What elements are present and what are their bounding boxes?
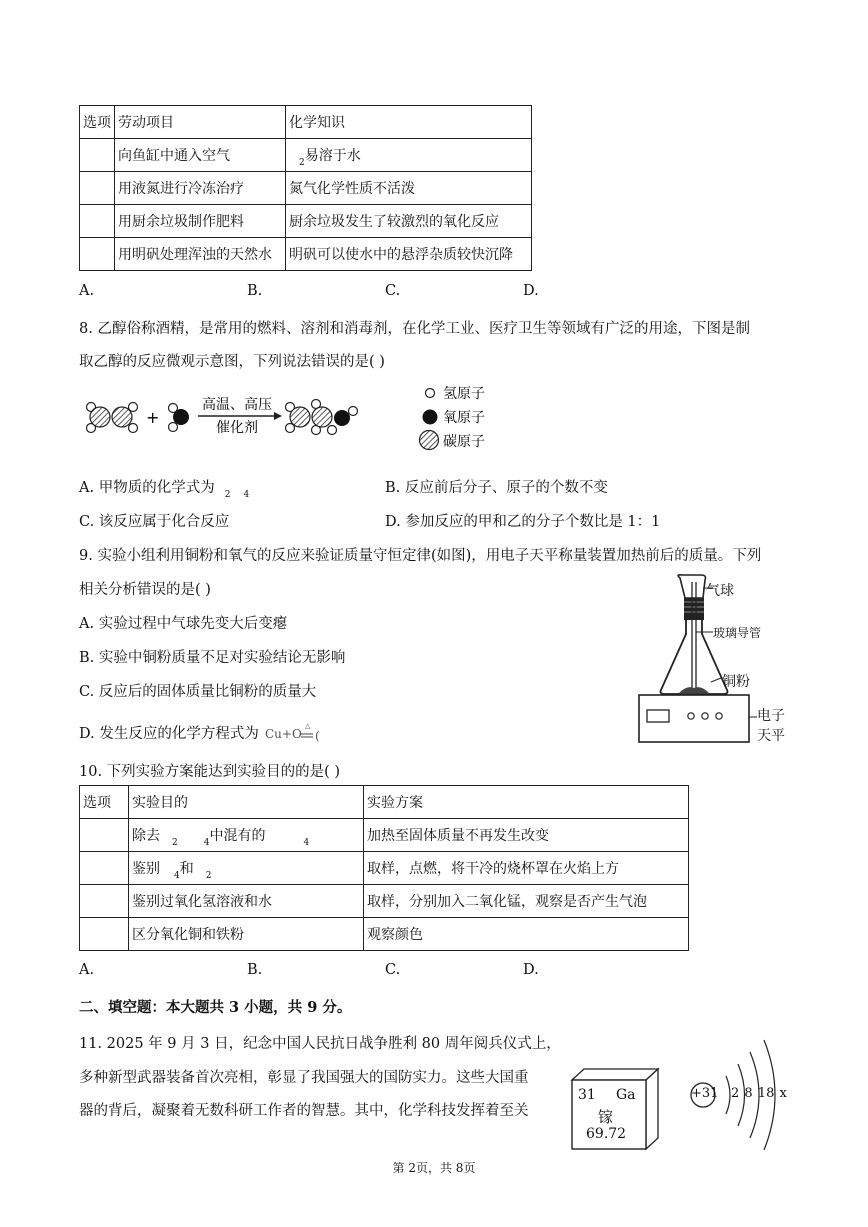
- svg-text:Cu+O: Cu+O: [265, 727, 303, 741]
- table-cell: [80, 238, 115, 271]
- q9-option-b[interactable]: B. 实验中铜粉质量不足对实验结论无影响: [79, 650, 346, 666]
- product-molecule: [286, 400, 358, 435]
- q9-option-d[interactable]: [79, 720, 325, 748]
- svg-text:(: (: [315, 729, 321, 743]
- q7-option-b[interactable]: B.: [247, 283, 263, 299]
- q9-option-d-text: D. 发生反应的化学方程式为: [79, 726, 259, 742]
- subscript: 2: [205, 871, 212, 881]
- table-cell: [80, 172, 115, 205]
- section-heading: 二、填空题：本大题共 3 小题，共 9 分。: [79, 999, 352, 1016]
- plus-sign: +: [146, 408, 160, 427]
- nucleus-charge: +31: [691, 1086, 719, 1101]
- q8-option-a-text: A. 甲物质的化学式为: [79, 480, 215, 496]
- table-cell: 区分氧化铜和铁粉: [129, 918, 364, 951]
- q11-line2: 多种新型武器装备首次亮相，彰显了我国强大的国防实力。这些大国重: [79, 1070, 529, 1086]
- q11-line1: 11. 2025 年 9 月 3 日，纪念中国人民抗日战争胜利 80 周年阅兵仪式上，: [79, 1036, 561, 1052]
- label-balloon: 气球: [706, 583, 734, 599]
- table-cell-text: 和: [179, 861, 194, 877]
- element-name: 镓: [598, 1108, 614, 1126]
- electron-shells: 2 8 18 x: [731, 1086, 787, 1101]
- q7-table: [79, 105, 532, 271]
- q8-stem-line2: 取乙醇的反应微观示意图，下列说法错误的是( ): [79, 354, 385, 370]
- page-footer: 第 2页，共 8页: [392, 1161, 476, 1175]
- table-cell: 观察颜色: [364, 918, 689, 951]
- q10-table: [79, 785, 689, 951]
- chemical-equation-image: [263, 720, 325, 748]
- table-cell: 加热至固体质量不再发生改变: [364, 819, 689, 852]
- q10-option-d[interactable]: D.: [523, 962, 539, 978]
- table-cell: 用明矾处理浑浊的天然水: [115, 238, 286, 271]
- table-cell-text: 易溶于水: [304, 148, 361, 164]
- table-header: 劳动项目: [115, 106, 286, 139]
- table-header: 选项: [80, 786, 129, 819]
- table-cell-text: 鉴别: [132, 861, 160, 877]
- q8-option-c[interactable]: C. 该反应属于化合反应: [79, 514, 230, 530]
- q8-option-d[interactable]: D. 参加反应的甲和乙的分子个数比是 1：1: [385, 514, 661, 530]
- q11-line3: 器的背后，凝聚着无数科研工作者的智慧。其中，化学科技发挥着至关: [79, 1103, 529, 1119]
- q9-option-c[interactable]: C. 反应后的固体质量比铜粉的质量大: [79, 684, 317, 700]
- table-cell: 向鱼缸中通入空气: [115, 139, 286, 172]
- label-glass-tube: 玻璃导管: [713, 626, 762, 640]
- hydrogen-atom-icon: [426, 389, 435, 398]
- subscript: 4: [243, 490, 250, 500]
- q8-stem-line1: 8. 乙醇俗称酒精，是常用的燃料、溶剂和消毒剂，在化学工业、医疗卫生等领域有广泛的用途，下图是制: [79, 321, 750, 337]
- subscript: 4: [174, 871, 180, 881]
- q10-option-c[interactable]: C.: [385, 962, 401, 978]
- table-cell: 用液氮进行冷冻治疗: [115, 172, 286, 205]
- table-cell: [80, 139, 115, 172]
- table-cell: [286, 139, 532, 172]
- table-header: 实验方案: [364, 786, 689, 819]
- table-cell: 用厨余垃圾制作肥料: [115, 205, 286, 238]
- table-cell: [80, 885, 129, 918]
- table-header: 实验目的: [129, 786, 364, 819]
- subscript: 2: [299, 158, 305, 168]
- table-cell: [80, 205, 115, 238]
- q9-stem-line2: 相关分析错误的是( ): [79, 582, 211, 598]
- table-cell: 鉴别过氧化氢溶液和水: [129, 885, 364, 918]
- table-cell: [80, 819, 129, 852]
- copper-powder-icon: [679, 687, 709, 693]
- table-cell-text: 中混有的: [209, 828, 266, 844]
- atom-legend: [420, 386, 486, 450]
- table-cell: 氮气化学性质不活泼: [286, 172, 532, 205]
- table-cell: 取样，点燃，将干冷的烧杯罩在火焰上方: [364, 852, 689, 885]
- reactant-molecule-b: [169, 404, 190, 432]
- legend-hydrogen: 氢原子: [443, 386, 485, 402]
- table-cell: [80, 852, 129, 885]
- label-electronic: 电子: [757, 708, 785, 724]
- q9-option-a[interactable]: A. 实验过程中气球先变大后变瘪: [79, 616, 288, 632]
- q8-option-b[interactable]: B. 反应前后分子、原子的个数不变: [385, 480, 608, 496]
- stopper-icon: [684, 598, 704, 620]
- table-cell: [129, 852, 364, 885]
- table-cell: 取样，分别加入二氧化锰，观察是否产生气泡: [364, 885, 689, 918]
- subscript: 4: [303, 838, 310, 848]
- label-copper-powder: 铜粉: [722, 674, 750, 690]
- subscript: 2: [224, 490, 231, 500]
- legend-carbon: 碳原子: [443, 434, 485, 450]
- element-mass: 69.72: [586, 1126, 627, 1142]
- oxygen-atom-icon: [423, 410, 438, 425]
- table-cell: [80, 918, 129, 951]
- q7-option-c[interactable]: C.: [385, 283, 401, 299]
- legend-oxygen: 氧原子: [443, 410, 485, 426]
- q8-option-a[interactable]: [79, 476, 250, 500]
- element-number: 31: [578, 1087, 596, 1103]
- q7-option-d[interactable]: D.: [523, 283, 539, 299]
- q10-option-a[interactable]: A.: [79, 962, 95, 978]
- reaction-condition-top: 高温、高压: [202, 397, 272, 413]
- q9-stem-line1: 9. 实验小组利用铜粉和氧气的反应来验证质量守恒定律(如图)，用电子天平称量装置加热前后的质量。下列: [79, 548, 762, 564]
- reactant-molecule-a: [87, 403, 138, 433]
- table-header: 选项: [80, 106, 115, 139]
- subscript: 2: [172, 838, 178, 848]
- table-cell: 厨余垃圾发生了较激烈的氧化反应: [286, 205, 532, 238]
- element-symbol: Ga: [616, 1087, 636, 1103]
- q10-option-b[interactable]: B.: [247, 962, 263, 978]
- label-balance: 天平: [757, 728, 785, 744]
- reaction-condition-bottom: 催化剂: [216, 420, 258, 436]
- svg-text:△: △: [305, 722, 311, 730]
- q7-option-a[interactable]: A.: [79, 283, 95, 299]
- q10-stem: 10. 下列实验方案能达到实验目的的是( ): [79, 764, 341, 780]
- reaction-diagram: [78, 380, 498, 452]
- table-cell-text: 除去: [132, 828, 160, 844]
- table-cell: 明矾可以使水中的悬浮杂质较快沉降: [286, 238, 532, 271]
- subscript: 4: [203, 838, 210, 848]
- table-header: 化学知识: [286, 106, 532, 139]
- table-cell: [129, 819, 364, 852]
- carbon-atom-icon: [420, 431, 439, 450]
